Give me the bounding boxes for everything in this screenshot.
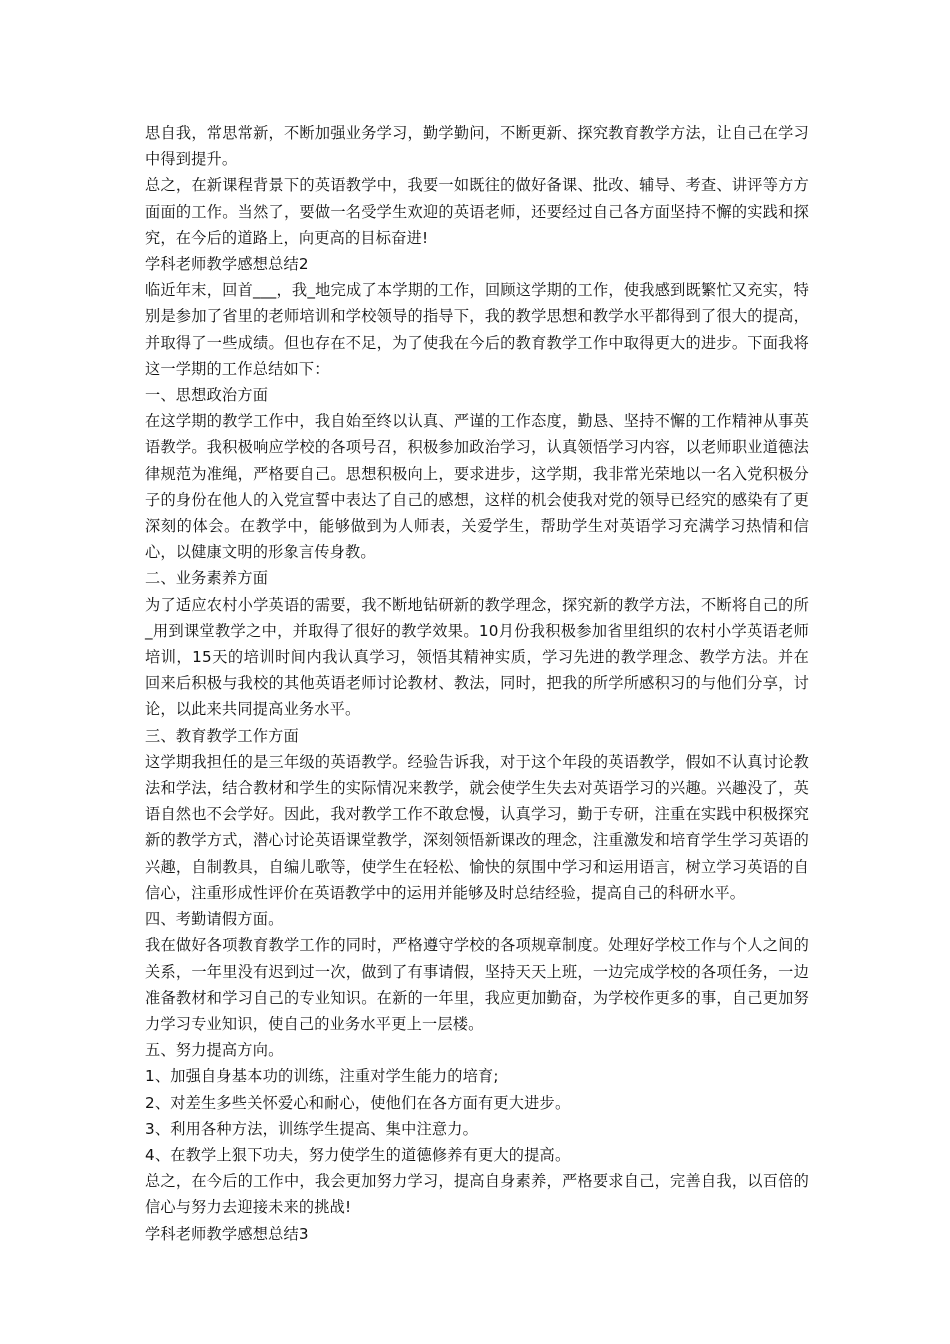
paragraph-teaching: 这学期我担任的是三年级的英语教学。经验告诉我，对于这个年段的英语教学，假如不认真讨论教法和学法，结合教材和学生的实际情况来教学，就会使学生失去对英语学习的兴趣。兴趣没了，英语自然也不会学好。因此，我对教学工作不敢怠慢，认真学习，勤于专研，注重在实践中积极探究新的教学方式，潜心讨论英语课堂教学，深刻领悟新课改的理念，注重激发和培育学生学习英语的兴趣，自制教具，自编儿歌等，使学生在轻松、愉快的氛围中学习和运用语言，树立学习英语的自信心，注重形成性评价在英语教学中的运用并能够及时总结经验，提高自己的科研水平。 xyxy=(145,752,809,902)
paragraph-attendance: 我在做好各项教育教学工作的同时，严格遵守学校的各项规章制度。处理好学校工作与个人之间的关系，一年里没有迟到过一次，做到了有事请假，坚持天天上班，一边完成学校的各项任务，一边准备教材和学习自己的专业知识。在新的一年里，我应更加勤奋，为学校作更多的事，自己更加努力学习专业知识，使自己的业务水平更上一层楼。 xyxy=(145,936,809,1033)
list-item-4: 4、在教学上狠下功夫，努力使学生的道德修养有更大的提高。 xyxy=(145,1145,571,1164)
list-item-1: 1、加强自身基本功的训练，注重对学生能力的培育; xyxy=(145,1067,499,1086)
list-item-3: 3、利用各种方法，训练学生提高、集中注意力。 xyxy=(145,1119,479,1138)
document-body xyxy=(145,120,809,1247)
paragraph-conclusion-2: 总之，在今后的工作中，我会更加努力学习，提高自身素养，严格要求自己，完善自我，以百倍的信心与努力去迎接未来的挑战! xyxy=(145,1172,809,1217)
paragraph-political: 在这学期的教学工作中，我自始至终以认真、严谨的工作态度，勤恳、坚持不懈的工作精神从事英语教学。我积极响应学校的各项号召，积极参加政治学习，认真领悟学习内容，以老师职业道德法律规范为准绳，严格要自己。思想积极向上，要求进步，这学期，我非常光荣地以一名入党积极分子的身份在他人的入党宣誓中表达了自己的感想，这样的机会使我对党的领导已经究的感染有了更深刻的体会。在教学中，能够做到为人师表，关爱学生，帮助学生对英语学习充满学习热情和信心，以健康文明的形象言传身教。 xyxy=(145,412,809,562)
subheading-attendance: 四、考勤请假方面。 xyxy=(145,910,284,929)
subheading-professional: 二、业务素养方面 xyxy=(145,569,269,588)
paragraph-intro-continuation: 思自我，常思常新，不断加强业务学习，勤学勤问，不断更新、探究教育教学方法，让自己在学习中得到提升。 xyxy=(145,124,809,169)
paragraph-professional: 为了适应农村小学英语的需要，我不断地钻研新的教学理念，探究新的教学方法，不断将自己的所_用到课堂教学之中，并取得了很好的教学效果。10月份我积极参加省里组织的农村小学英语老师培训，15天的培训时间内我认真学习，领悟其精神实质，学习先进的教学理念、教学方法。并在回来后积极与我校的其他英语老师讨论教材、教法，同时，把我的所学所感积习的与他们分享，讨论，以此来共同提高业务水平。 xyxy=(145,595,809,719)
subheading-political: 一、思想政治方面 xyxy=(145,386,269,405)
paragraph-opening: 临近年末，回首___，我_地完成了本学期的工作，回顾这学期的工作，使我感到既繁忙又充实，特别是参加了省里的老师培训和学校领导的指导下，我的教学思想和教学水平都得到了很大的提高，并取得了一些成绩。但也存在不足，为了使我在今后的教育教学工作中取得更大的进步。下面我将这一学期的工作总结如下： xyxy=(145,281,809,378)
subheading-teaching: 三、教育教学工作方面 xyxy=(145,726,299,745)
paragraph-conclusion-1: 总之，在新课程背景下的英语教学中，我要一如既往的做好备课、批改、辅导、考查、讲评等方方面面的工作。当然了，要做一名受学生欢迎的英语老师，还要经过自己各方面坚持不懈的实践和探究，在今后的道路上，向更高的目标奋进! xyxy=(145,176,809,247)
section-heading-summary-3: 学科老师教学感想总结3 xyxy=(145,1224,309,1243)
section-heading-summary-2: 学科老师教学感想总结2 xyxy=(145,255,309,274)
subheading-improvement: 五、努力提高方向。 xyxy=(145,1041,284,1060)
list-item-2: 2、对差生多些关怀爱心和耐心，使他们在各方面有更大进步。 xyxy=(145,1093,571,1112)
